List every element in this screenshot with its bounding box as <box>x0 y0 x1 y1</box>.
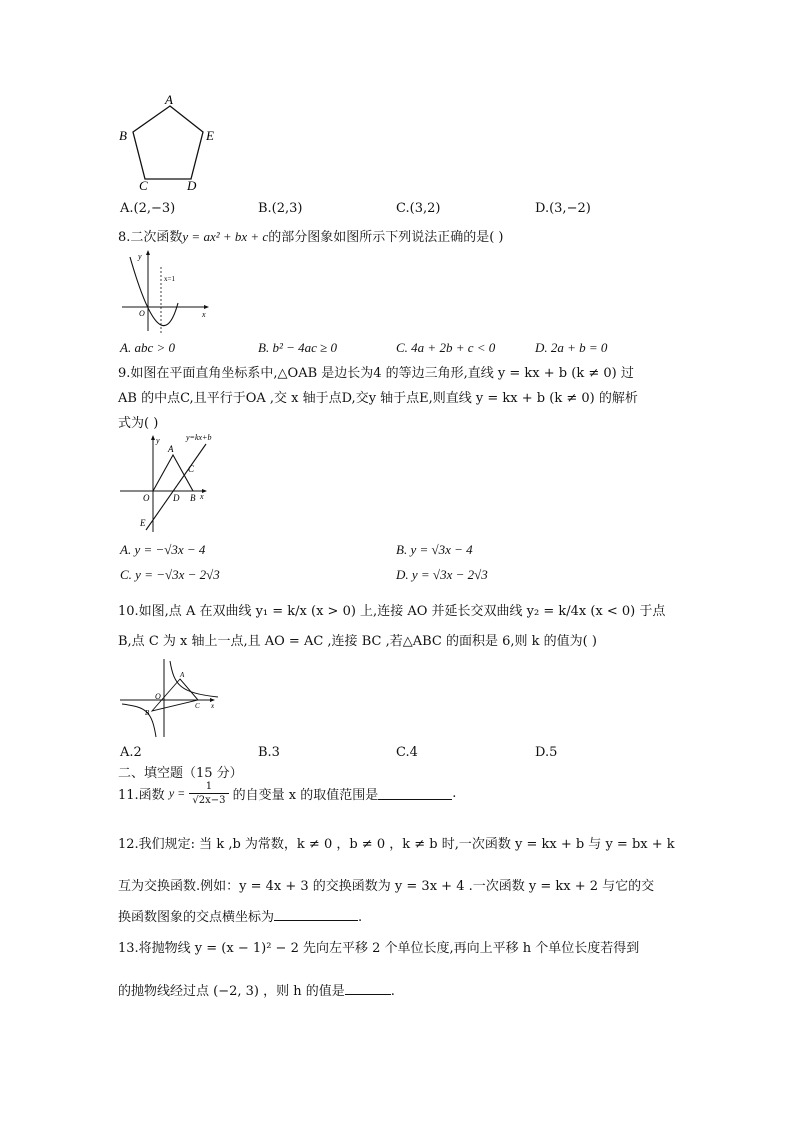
q8-option-c[interactable]: C. 4a + 2b + c < 0 <box>396 340 496 355</box>
q9-stem-line1: 9.如图在平面直角坐标系中,△OAB 是边长为4 的等边三角形,直线 y = kx + b (k ≠ 0) 过 <box>118 366 634 381</box>
q9-option-d[interactable]: D. y = √3x − 2√3 <box>396 567 488 582</box>
q10-hyperbola-figure <box>118 655 223 740</box>
q11-stem <box>118 780 456 820</box>
q13-end-dot: . <box>390 984 395 999</box>
q8-stem-prefix: 8.二次函数 <box>118 230 183 245</box>
q8-parabola-curve <box>130 257 178 326</box>
q13-stem-line1: 13.将抛物线 y = (x − 1)² − 2 先向左平移 2 个单位长度,再向上平移 h 个单位长度若得到 <box>118 941 640 956</box>
q10-stem-line1: 10.如图,点 A 在双曲线 y₁ = k/x (x > 0) 上,连接 AO 并延长交双曲线 y₂ = k/4x (x < 0) 于点 <box>118 604 666 619</box>
q11-suffix: 的自变量 x 的取值范围是 <box>232 788 379 803</box>
q8-x-arrow <box>204 305 209 309</box>
q9-stem-line3: 式为( ) <box>118 416 159 431</box>
q8-stem <box>118 226 503 245</box>
q10-label-o: O <box>155 692 161 701</box>
q11-denominator: √2x−3 <box>192 795 226 806</box>
q11-end-dot: . <box>452 786 457 801</box>
section-heading: 二、填空题（15 分） <box>118 766 243 781</box>
q11-answer-blank[interactable] <box>378 787 452 800</box>
q12-stem-line3 <box>118 906 362 925</box>
q10-option-d[interactable]: D.5 <box>535 745 558 760</box>
q10-label-a: A <box>180 671 185 679</box>
q10-hyperbola-third-quadrant <box>122 704 156 737</box>
q9-option-b[interactable]: B. y = √3x − 4 <box>396 542 473 557</box>
q12-end-dot: . <box>358 910 363 925</box>
q12-line3-text: 换函数图象的交点横坐标为 <box>118 910 275 925</box>
q12-answer-blank[interactable] <box>274 908 358 921</box>
q10-label-b: B <box>145 709 150 717</box>
q8-option-d[interactable]: D. 2a + b = 0 <box>535 340 608 355</box>
q9-triangle-oab <box>153 455 193 491</box>
q7-option-a[interactable]: A.(2,−3) <box>120 201 176 216</box>
q13-answer-blank[interactable] <box>345 982 391 995</box>
q10-option-b[interactable]: B.3 <box>258 745 280 760</box>
q8-option-a[interactable]: A. abc > 0 <box>120 340 175 355</box>
q9-y-label: y <box>156 436 160 445</box>
q8-stem-formula: y = ax² + bx + c <box>182 229 269 244</box>
q9-label-o: O <box>143 493 150 503</box>
q8-y-arrow <box>146 250 150 255</box>
q9-option-a[interactable]: A. y = −√3x − 4 <box>120 542 206 557</box>
pentagon-label-e: E <box>206 128 214 143</box>
q8-y-label: y <box>138 252 142 261</box>
q9-label-c: C <box>188 464 195 474</box>
q11-numerator: 1 <box>189 780 228 794</box>
q11-prefix: 11.函数 <box>118 788 165 803</box>
q9-option-c[interactable]: C. y = −√3x − 2√3 <box>120 567 220 582</box>
pentagon-shape <box>133 106 203 179</box>
q9-y-arrow <box>151 435 155 440</box>
q9-label-a: A <box>168 444 174 454</box>
q8-x-label: x <box>202 310 206 319</box>
q12-stem-line1: 12.我们规定: 当 k ,b 为常数，k ≠ 0 ，b ≠ 0 ，k ≠ b 时,一次函数 y = kx + b 与 y = bx + k <box>118 837 675 852</box>
q11-func: y = <box>168 786 186 800</box>
q9-label-e: E <box>140 518 146 528</box>
pentagon-label-d: D <box>187 178 197 192</box>
q9-label-b: B <box>190 493 196 503</box>
q9-triangle-figure <box>118 430 228 535</box>
q9-stem-line2: AB 的中点C,且平行于OA ,交 x 轴于点D,交y 轴于点E,则直线 y = kx + b (k ≠ 0) 的解析 <box>118 391 638 406</box>
q7-option-c[interactable]: C.(3,2) <box>396 201 441 216</box>
q10-option-a[interactable]: A.2 <box>120 745 142 760</box>
q13-line2-text: 的抛物线经过点 (−2, 3) ，则 h 的值是 <box>118 984 345 999</box>
q12-stem-line2: 互为交换函数.例如：y = 4x + 3 的交换函数为 y = 3x + 4 .一次函数 y = kx + 2 与它的交 <box>118 879 655 894</box>
q13-stem-line2 <box>118 980 395 999</box>
q8-option-b[interactable]: B. b² − 4ac ≥ 0 <box>258 340 338 355</box>
q8-line-label: x=1 <box>164 275 175 283</box>
q8-stem-suffix: 的部分图象如图所示下列说法正确的是( ) <box>268 230 504 245</box>
q9-x-label: x <box>200 492 204 501</box>
pentagon-label-a: A <box>165 92 173 107</box>
q9-line-label: y=kx+b <box>186 433 212 442</box>
q7-option-b[interactable]: B.(2,3) <box>258 201 303 216</box>
q10-option-c[interactable]: C.4 <box>396 745 418 760</box>
q7-option-d[interactable]: D.(3,−2) <box>535 201 591 216</box>
q8-origin-label: O <box>139 309 145 318</box>
q8-parabola-figure <box>118 247 213 335</box>
q10-hyperbola-first-quadrant <box>170 661 218 697</box>
q10-label-c: C <box>195 702 200 710</box>
q9-label-d: D <box>173 493 180 503</box>
pentagon-figure <box>115 92 225 192</box>
q10-stem-line2: B,点 C 为 x 轴上一点,且 AO = AC ,连接 BC ,若△ABC 的面积是 6,则 k 的值为( ) <box>118 634 597 649</box>
q11-fraction <box>189 780 228 807</box>
pentagon-label-b: B <box>119 128 127 143</box>
q10-segment-ac <box>180 679 198 700</box>
q10-label-x: x <box>211 702 215 710</box>
pentagon-label-c: C <box>139 178 148 192</box>
